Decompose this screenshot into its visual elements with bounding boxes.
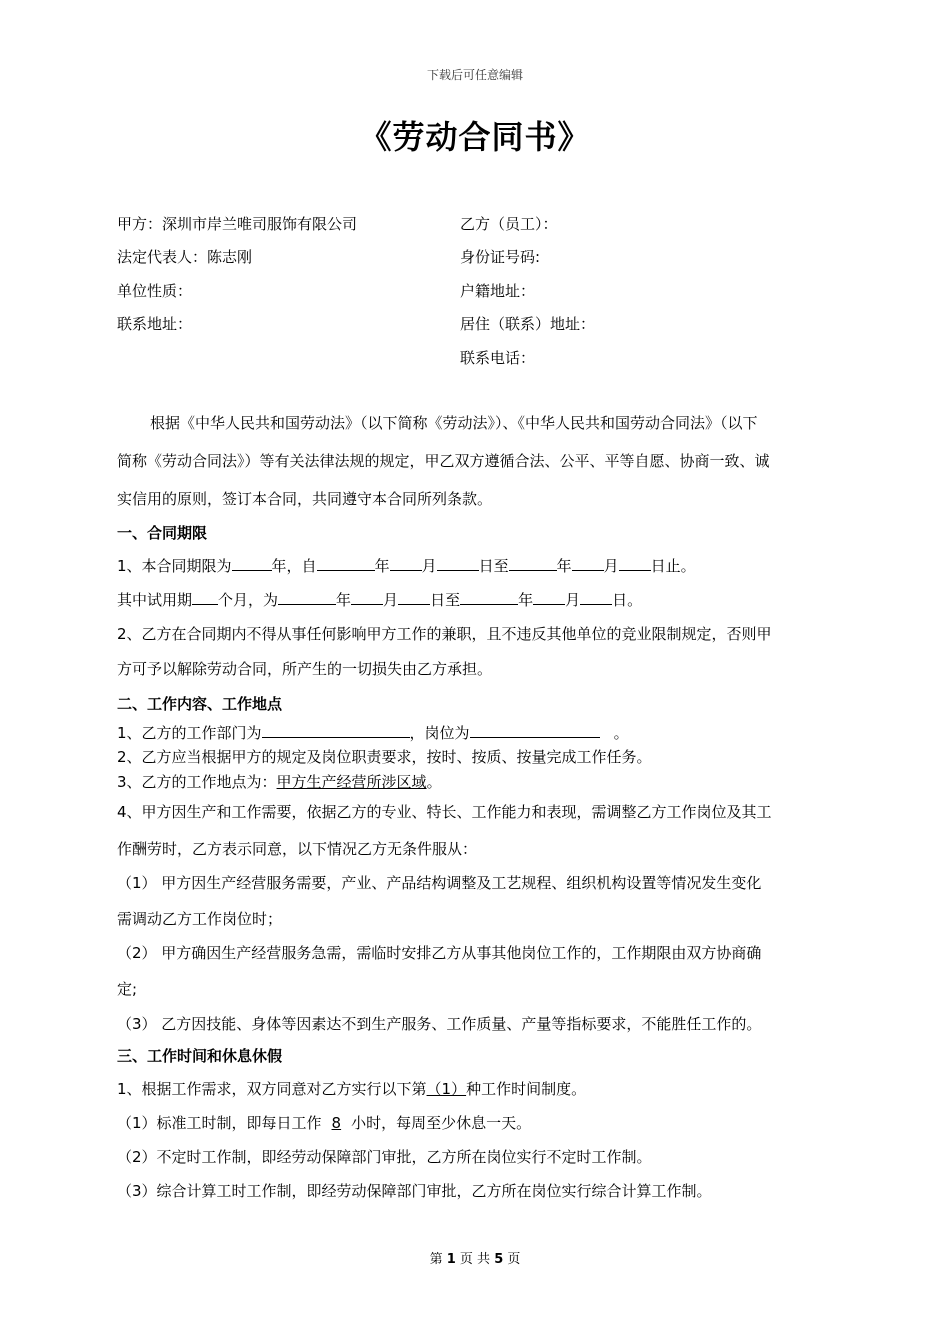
party-b-phone: 联系电话：	[460, 349, 536, 367]
preamble-line-2: 简称《劳动合同法》）等有关法律法规的规定，甲乙双方遵循合法、公平、平等自愿、协商一致、诚	[117, 452, 770, 470]
document-title: 《劳动合同书》	[359, 118, 591, 156]
section-2-item-2-line-1: （2） 甲方确因生产经营服务急需，需临时安排乙方从事其他岗位工作的，工作期限由双方协商确	[117, 944, 762, 962]
probation-end-day-blank[interactable]	[580, 589, 612, 605]
term-start-day-blank[interactable]	[437, 555, 479, 571]
probation-line: 其中试用期 个月，为 年 月 日至 年 月 日。	[117, 591, 643, 609]
term-end-day-blank[interactable]	[619, 555, 651, 571]
probation-months-blank[interactable]	[192, 589, 218, 605]
section-1-heading: 一、合同期限	[117, 524, 208, 542]
work-hours-system-value: （1）	[426, 1080, 467, 1098]
party-b-id-number: 身份证号码:	[460, 248, 541, 266]
party-b-residence-address: 居住（联系）地址：	[460, 315, 596, 333]
preamble-line-1: 根据《中华人民共和国劳动法》（以下简称《劳动法》）、《中华人民共和国劳动合同法》（以下	[150, 414, 758, 432]
term-end-year-blank[interactable]	[509, 555, 557, 571]
term-start-month-blank[interactable]	[390, 555, 422, 571]
party-a-address: 联系地址：	[117, 315, 193, 333]
probation-start-month-blank[interactable]	[351, 589, 383, 605]
term-years-blank[interactable]	[232, 555, 272, 571]
section-1-clause-2-line-2: 方可予以解除劳动合同，所产生的一切损失由乙方承担。	[117, 660, 493, 678]
party-a-name: 甲方：深圳市岸兰唯司服饰有限公司	[117, 215, 358, 233]
term-end-month-blank[interactable]	[572, 555, 604, 571]
section-2-clause-4-line-1: 4、甲方因生产和工作需要，依据乙方的专业、特长、工作能力和表现，需调整乙方工作岗位及其工	[117, 803, 772, 821]
standard-hours-option: （1）标准工时制，即每日工作 8 小时，每周至少休息一天。	[117, 1114, 532, 1132]
section-2-item-1-line-1: （1） 甲方因生产经营服务需要，产业、产品结构调整及工艺规程、组织机构设置等情况发生变化	[117, 874, 762, 892]
section-2-clause-4-line-2: 作酬劳时，乙方表示同意，以下情况乙方无条件服从：	[117, 840, 478, 858]
daily-hours-value: 8	[331, 1114, 342, 1132]
term-start-year-blank[interactable]	[317, 555, 375, 571]
header-note: 下载后可任意编辑	[426, 68, 523, 82]
position-blank[interactable]	[470, 722, 600, 738]
comprehensive-hours-option: （3）综合计算工时工作制，即经劳动保障部门审批，乙方所在岗位实行综合计算工作制。	[117, 1182, 712, 1200]
probation-start-day-blank[interactable]	[398, 589, 430, 605]
flexible-hours-option: （2）不定时工作制，即经劳动保障部门审批，乙方所在岗位实行不定时工作制。	[117, 1148, 652, 1166]
probation-end-year-blank[interactable]	[460, 589, 518, 605]
section-3-heading: 三、工作时间和休息休假	[117, 1047, 283, 1065]
section-2-clause-2: 2、乙方应当根据甲方的规定及岗位职责要求，按时、按质、按量完成工作任务。	[117, 748, 652, 766]
work-location-line: 3、乙方的工作地点为：甲方生产经营所涉区域。	[117, 773, 442, 791]
total-page-count: 5	[494, 1252, 504, 1267]
probation-start-year-blank[interactable]	[278, 589, 336, 605]
work-hours-system-line: 1、根据工作需求，双方同意对乙方实行以下第（1）种工作时间制度。	[117, 1080, 587, 1098]
party-b-household-address: 户籍地址：	[460, 282, 536, 300]
section-2-heading: 二、工作内容、工作地点	[117, 695, 283, 713]
section-2-item-3: （3） 乙方因技能、身体等因素达不到生产服务、工作质量、产量等指标要求，不能胜任工作的。	[117, 1015, 762, 1033]
contract-term-line: 1、本合同期限为 年，自 年 月 日至 年 月 日止。	[117, 557, 696, 575]
section-1-clause-2-line-1: 2、乙方在合同期内不得从事任何影响甲方工作的兼职，且不违反其他单位的竞业限制规定，否则甲	[117, 625, 772, 643]
work-location-value: 甲方生产经营所涉区域	[276, 773, 427, 791]
preamble-line-3: 实信用的原则，签订本合同，共同遵守本合同所列条款。	[117, 490, 493, 508]
page-footer: 第 1 页 共 5 页	[429, 1252, 521, 1267]
section-2-item-2-line-2: 定;	[117, 980, 138, 998]
department-blank[interactable]	[262, 722, 410, 738]
department-line: 1、乙方的工作部门为 ，岗位为 。	[117, 724, 629, 742]
probation-end-month-blank[interactable]	[533, 589, 565, 605]
party-b-name: 乙方（员工）：	[460, 215, 558, 233]
current-page-number: 1	[446, 1252, 456, 1267]
party-a-unit-nature: 单位性质：	[117, 282, 193, 300]
party-a-legal-rep: 法定代表人：陈志刚	[117, 248, 253, 266]
section-2-item-1-line-2: 需调动乙方工作岗位时；	[117, 910, 283, 928]
